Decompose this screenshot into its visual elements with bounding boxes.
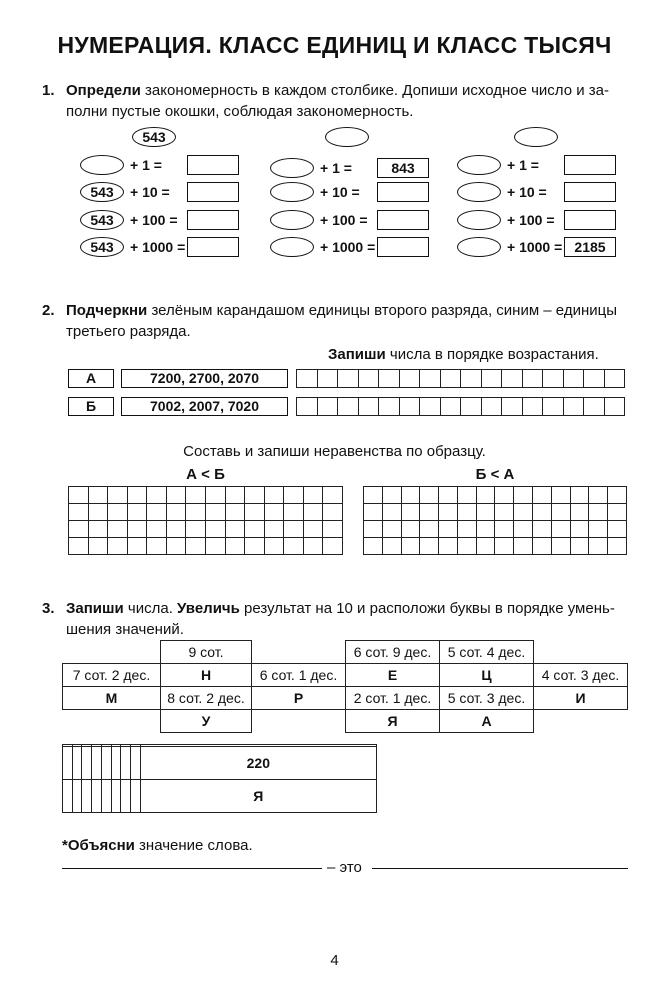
result-box[interactable] xyxy=(377,182,429,202)
grid-cell[interactable] xyxy=(514,487,533,504)
answer-cell[interactable] xyxy=(72,746,82,779)
strip-cell[interactable] xyxy=(461,370,482,388)
addend-oval[interactable] xyxy=(270,182,314,202)
cell-8-sot-2-des: 8 сот. 2 дес. xyxy=(160,686,252,710)
grid-cell[interactable] xyxy=(264,538,284,555)
grid-cell[interactable] xyxy=(205,487,225,504)
answer-table[interactable] xyxy=(62,744,377,813)
grid-cell[interactable] xyxy=(284,521,304,538)
strip-cell[interactable] xyxy=(338,398,359,416)
explain-word-line[interactable] xyxy=(62,868,322,869)
letter-e: Е xyxy=(345,663,440,687)
answer-cell[interactable] xyxy=(121,779,131,812)
row-label-b: Б xyxy=(68,397,114,416)
operation-label: + 10 = xyxy=(130,184,170,200)
answer-cell[interactable] xyxy=(121,746,131,779)
grid-cell[interactable] xyxy=(589,487,608,504)
strip-cell[interactable] xyxy=(522,398,543,416)
grid-cell[interactable] xyxy=(401,538,420,555)
grid-cell[interactable] xyxy=(69,504,89,521)
grid-cell[interactable] xyxy=(551,538,570,555)
strip-cell[interactable] xyxy=(317,370,338,388)
inequality-grid-left[interactable] xyxy=(68,486,343,555)
grid-cell[interactable] xyxy=(551,487,570,504)
grid-cell[interactable] xyxy=(420,504,439,521)
grid-cell[interactable] xyxy=(284,504,304,521)
operation-label: + 1000 = xyxy=(130,239,186,255)
answer-cell[interactable] xyxy=(63,779,73,812)
grid-cell[interactable] xyxy=(69,538,89,555)
answer-cell[interactable] xyxy=(111,779,121,812)
grid-cell[interactable] xyxy=(323,487,343,504)
cell-4-sot-3-des: 4 сот. 3 дес. xyxy=(533,663,628,687)
strip-cell[interactable] xyxy=(584,370,605,388)
grid-cell[interactable] xyxy=(551,504,570,521)
grid-cell[interactable] xyxy=(186,538,206,555)
grid-left-label: А < Б xyxy=(186,466,225,483)
grid-cell[interactable] xyxy=(382,538,401,555)
grid-cell[interactable] xyxy=(495,504,514,521)
answer-cell[interactable] xyxy=(130,746,140,779)
start-number-oval[interactable] xyxy=(514,127,558,147)
operation-label: + 100 = xyxy=(130,212,178,228)
addend-oval[interactable] xyxy=(270,158,314,178)
grid-cell[interactable] xyxy=(303,521,323,538)
answer-cell[interactable] xyxy=(111,746,121,779)
strip-cell[interactable] xyxy=(502,398,523,416)
strip-cell[interactable] xyxy=(297,370,318,388)
strip-cell[interactable] xyxy=(379,370,400,388)
cell-6-sot-1-des: 6 сот. 1 дес. xyxy=(251,663,346,687)
answer-cell[interactable] xyxy=(92,779,102,812)
operation-label: + 10 = xyxy=(507,184,547,200)
grid-cell[interactable] xyxy=(147,504,167,521)
grid-cell[interactable] xyxy=(457,504,476,521)
addend-oval[interactable] xyxy=(457,155,501,175)
grid-cell[interactable] xyxy=(401,487,420,504)
grid-cell[interactable] xyxy=(495,487,514,504)
explain-instruction: *Объясни значение слова. xyxy=(62,837,253,854)
strip-cell[interactable] xyxy=(440,398,461,416)
answer-cell[interactable] xyxy=(130,779,140,812)
strip-cell[interactable] xyxy=(440,370,461,388)
answer-cell[interactable] xyxy=(63,746,73,779)
grid-cell[interactable] xyxy=(284,538,304,555)
grid-cell[interactable] xyxy=(514,538,533,555)
result-box[interactable] xyxy=(187,155,239,175)
result-box[interactable] xyxy=(187,210,239,230)
grid-cell[interactable] xyxy=(514,521,533,538)
strip-cell[interactable] xyxy=(379,398,400,416)
task2-number: 2. xyxy=(42,302,55,319)
grid-cell[interactable] xyxy=(88,538,108,555)
letter-a: А xyxy=(439,709,534,733)
numbers-b: 7002, 2007, 7020 xyxy=(121,397,288,416)
strip-cell[interactable] xyxy=(297,398,318,416)
grid-cell[interactable] xyxy=(457,538,476,555)
grid-cell[interactable] xyxy=(225,538,245,555)
addend-oval[interactable] xyxy=(270,210,314,230)
task3-instruction: Запиши числа. Увеличь результат на 10 и расположи буквы в порядке умень- шения значений. xyxy=(66,600,615,638)
grid-cell[interactable] xyxy=(69,521,89,538)
grid-cell[interactable] xyxy=(69,487,89,504)
grid-cell[interactable] xyxy=(127,521,147,538)
grid-cell[interactable] xyxy=(264,504,284,521)
grid-cell[interactable] xyxy=(420,538,439,555)
grid-cell[interactable] xyxy=(364,487,383,504)
answer-letter-cell: Я xyxy=(140,779,376,812)
task2-write-instruction: Запиши числа в порядке возрастания. xyxy=(328,346,599,363)
addend-oval[interactable]: 543 xyxy=(80,182,124,202)
grid-cell[interactable] xyxy=(284,487,304,504)
grid-cell[interactable] xyxy=(264,521,284,538)
operation-label: + 1 = xyxy=(320,160,352,176)
grid-cell[interactable] xyxy=(88,521,108,538)
result-box[interactable]: 2185 xyxy=(564,237,616,257)
grid-cell[interactable] xyxy=(533,504,552,521)
answer-strip-b[interactable] xyxy=(296,397,625,416)
grid-cell[interactable] xyxy=(608,521,627,538)
grid-cell[interactable] xyxy=(245,521,265,538)
grid-cell[interactable] xyxy=(323,504,343,521)
answer-cell[interactable] xyxy=(101,746,111,779)
operation-label: + 100 = xyxy=(507,212,555,228)
strip-cell[interactable] xyxy=(461,398,482,416)
strip-cell[interactable] xyxy=(399,370,420,388)
answer-strip-a[interactable] xyxy=(296,369,625,388)
cell-7-sot-2-des: 7 сот. 2 дес. xyxy=(62,663,161,687)
addend-oval[interactable] xyxy=(457,210,501,230)
grid-cell[interactable] xyxy=(589,504,608,521)
explain-meaning-line[interactable] xyxy=(372,868,628,869)
grid-cell[interactable] xyxy=(533,487,552,504)
grid-cell[interactable] xyxy=(225,487,245,504)
grid-cell[interactable] xyxy=(570,521,589,538)
grid-cell[interactable] xyxy=(88,504,108,521)
strip-cell[interactable] xyxy=(481,398,502,416)
grid-cell[interactable] xyxy=(420,521,439,538)
explain-dash: – это xyxy=(327,859,362,876)
numbers-a: 7200, 2700, 2070 xyxy=(121,369,288,388)
grid-cell[interactable] xyxy=(551,521,570,538)
grid-cell[interactable] xyxy=(476,504,495,521)
grid-cell[interactable] xyxy=(420,487,439,504)
grid-cell[interactable] xyxy=(533,538,552,555)
grid-cell[interactable] xyxy=(108,504,128,521)
operation-label: + 1 = xyxy=(130,157,162,173)
task3-number: 3. xyxy=(42,600,55,617)
grid-cell[interactable] xyxy=(401,521,420,538)
grid-cell[interactable] xyxy=(127,504,147,521)
grid-cell[interactable] xyxy=(570,504,589,521)
result-box[interactable]: 843 xyxy=(377,158,429,178)
page-title: НУМЕРАЦИЯ. КЛАСС ЕДИНИЦ И КЛАСС ТЫСЯЧ xyxy=(57,32,612,58)
answer-cell[interactable] xyxy=(72,779,82,812)
grid-cell[interactable] xyxy=(205,504,225,521)
grid-cell[interactable] xyxy=(264,487,284,504)
grid-cell[interactable] xyxy=(225,504,245,521)
grid-cell[interactable] xyxy=(205,521,225,538)
grid-cell[interactable] xyxy=(439,521,458,538)
compose-instruction: Составь и запиши неравенства по образцу. xyxy=(183,443,486,460)
strip-cell[interactable] xyxy=(399,398,420,416)
grid-cell[interactable] xyxy=(364,521,383,538)
addend-oval[interactable] xyxy=(457,237,501,257)
answer-cell[interactable] xyxy=(92,746,102,779)
addend-oval[interactable] xyxy=(270,237,314,257)
grid-cell[interactable] xyxy=(186,487,206,504)
grid-cell[interactable] xyxy=(457,487,476,504)
result-box[interactable] xyxy=(564,210,616,230)
answer-value-cell: 220 xyxy=(140,746,376,779)
grid-cell[interactable] xyxy=(127,538,147,555)
grid-cell[interactable] xyxy=(476,521,495,538)
strip-cell[interactable] xyxy=(358,370,379,388)
strip-cell[interactable] xyxy=(502,370,523,388)
grid-cell[interactable] xyxy=(303,504,323,521)
operation-label: + 1000 = xyxy=(507,239,563,255)
grid-cell[interactable] xyxy=(608,487,627,504)
strip-cell[interactable] xyxy=(543,398,564,416)
row-label-a: А xyxy=(68,369,114,388)
grid-cell[interactable] xyxy=(186,504,206,521)
grid-cell[interactable] xyxy=(166,521,186,538)
grid-cell[interactable] xyxy=(166,504,186,521)
operation-label: + 1000 = xyxy=(320,239,376,255)
grid-cell[interactable] xyxy=(570,487,589,504)
letter-u: У xyxy=(160,709,252,733)
strip-cell[interactable] xyxy=(358,398,379,416)
letter-ya: Я xyxy=(345,709,440,733)
grid-cell[interactable] xyxy=(303,487,323,504)
addend-oval[interactable] xyxy=(457,182,501,202)
addend-oval[interactable]: 543 xyxy=(80,237,124,257)
answer-cell[interactable] xyxy=(82,746,92,779)
start-number-oval[interactable] xyxy=(325,127,369,147)
grid-cell[interactable] xyxy=(88,487,108,504)
task1-instruction: Определи закономерность в каждом столбике. Допиши исходное число и за- полни пустые окошки, соблюдая закономерность. xyxy=(66,82,609,120)
strip-cell[interactable] xyxy=(317,398,338,416)
grid-cell[interactable] xyxy=(205,538,225,555)
letter-n: Н xyxy=(160,663,252,687)
grid-cell[interactable] xyxy=(439,538,458,555)
strip-cell[interactable] xyxy=(604,370,625,388)
addend-oval[interactable] xyxy=(80,155,124,175)
strip-cell[interactable] xyxy=(338,370,359,388)
strip-cell[interactable] xyxy=(420,370,441,388)
letter-i: И xyxy=(533,686,628,710)
grid-cell[interactable] xyxy=(323,521,343,538)
grid-right-label: Б < А xyxy=(475,466,515,483)
grid-cell[interactable] xyxy=(108,487,128,504)
result-box[interactable] xyxy=(564,182,616,202)
grid-cell[interactable] xyxy=(608,538,627,555)
letter-ts: Ц xyxy=(439,663,534,687)
grid-cell[interactable] xyxy=(533,521,552,538)
grid-cell[interactable] xyxy=(439,487,458,504)
grid-cell[interactable] xyxy=(245,538,265,555)
grid-cell[interactable] xyxy=(570,538,589,555)
grid-cell[interactable] xyxy=(382,504,401,521)
grid-cell[interactable] xyxy=(108,538,128,555)
grid-cell[interactable] xyxy=(382,487,401,504)
page-number: 4 xyxy=(330,952,339,969)
grid-cell[interactable] xyxy=(495,521,514,538)
grid-cell[interactable] xyxy=(303,538,323,555)
grid-cell[interactable] xyxy=(364,538,383,555)
letter-r: Р xyxy=(251,686,346,710)
result-box[interactable] xyxy=(377,237,429,257)
grid-cell[interactable] xyxy=(382,521,401,538)
task2-instruction: Подчеркни зелёным карандашом единицы второго разряда, синим – единицы третьего разряда. xyxy=(66,302,617,340)
strip-cell[interactable] xyxy=(522,370,543,388)
operation-label: + 1 = xyxy=(507,157,539,173)
result-box[interactable] xyxy=(187,237,239,257)
result-box[interactable] xyxy=(564,155,616,175)
cell-9-sot: 9 сот. xyxy=(160,640,252,664)
answer-cell[interactable] xyxy=(101,779,111,812)
strip-cell[interactable] xyxy=(563,398,584,416)
grid-cell[interactable] xyxy=(108,521,128,538)
strip-cell[interactable] xyxy=(543,370,564,388)
grid-cell[interactable] xyxy=(225,521,245,538)
grid-cell[interactable] xyxy=(589,521,608,538)
answer-cell[interactable] xyxy=(82,779,92,812)
grid-cell[interactable] xyxy=(457,521,476,538)
grid-cell[interactable] xyxy=(166,538,186,555)
strip-cell[interactable] xyxy=(481,370,502,388)
grid-cell[interactable] xyxy=(439,504,458,521)
grid-cell[interactable] xyxy=(127,487,147,504)
grid-cell[interactable] xyxy=(476,487,495,504)
grid-cell[interactable] xyxy=(323,538,343,555)
grid-cell[interactable] xyxy=(476,538,495,555)
task1-bold: Определи xyxy=(66,82,141,99)
grid-cell[interactable] xyxy=(147,487,167,504)
grid-cell[interactable] xyxy=(364,504,383,521)
grid-cell[interactable] xyxy=(245,487,265,504)
grid-cell[interactable] xyxy=(608,504,627,521)
grid-cell[interactable] xyxy=(514,504,533,521)
task1-number: 1. xyxy=(42,82,55,99)
grid-cell[interactable] xyxy=(147,521,167,538)
grid-cell[interactable] xyxy=(147,538,167,555)
addend-oval[interactable]: 543 xyxy=(80,210,124,230)
result-box[interactable] xyxy=(377,210,429,230)
grid-cell[interactable] xyxy=(401,504,420,521)
grid-cell[interactable] xyxy=(495,538,514,555)
grid-cell[interactable] xyxy=(589,538,608,555)
start-number-oval[interactable]: 543 xyxy=(132,127,176,147)
cell-5-sot-3-des: 5 сот. 3 дес. xyxy=(439,686,534,710)
inequality-grid-right[interactable] xyxy=(363,486,627,555)
cell-6-sot-9-des: 6 сот. 9 дес. xyxy=(345,640,440,664)
operation-label: + 100 = xyxy=(320,212,368,228)
letter-m: М xyxy=(62,686,161,710)
cell-2-sot-1-des: 2 сот. 1 дес. xyxy=(345,686,440,710)
strip-cell[interactable] xyxy=(420,398,441,416)
result-box[interactable] xyxy=(187,182,239,202)
grid-cell[interactable] xyxy=(245,504,265,521)
operation-label: + 10 = xyxy=(320,184,360,200)
strip-cell[interactable] xyxy=(563,370,584,388)
cell-5-sot-4-des: 5 сот. 4 дес. xyxy=(439,640,534,664)
strip-cell[interactable] xyxy=(604,398,625,416)
grid-cell[interactable] xyxy=(186,521,206,538)
grid-cell[interactable] xyxy=(166,487,186,504)
strip-cell[interactable] xyxy=(584,398,605,416)
